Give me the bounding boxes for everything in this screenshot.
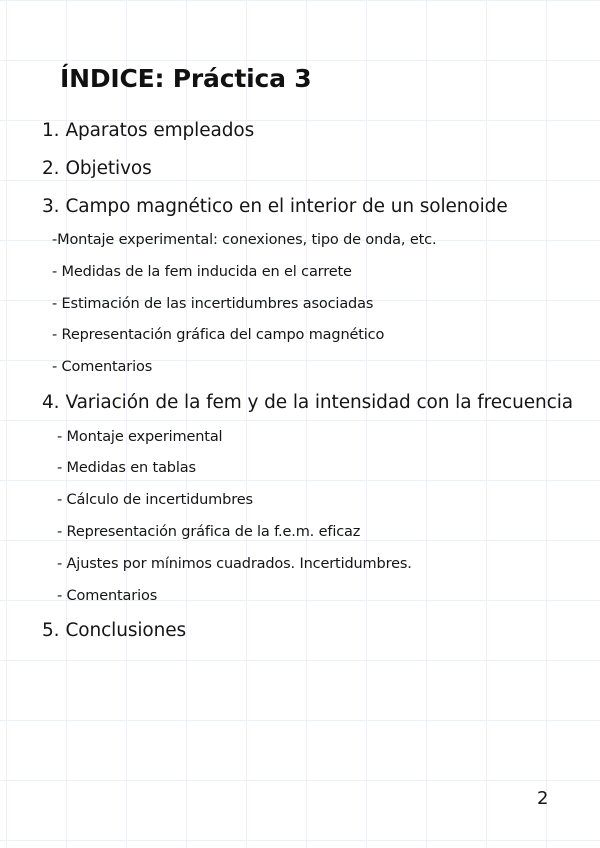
toc-subitem: - Cálculo de incertidumbres	[57, 492, 253, 508]
toc-section-4-label: Variación de la fem y de la intensidad con la frecuencia	[65, 392, 573, 413]
toc-section-2	[42, 158, 152, 179]
toc-subitem: - Estimación de las incertidumbres asociadas	[52, 296, 374, 312]
toc-subitem: - Montaje experimental	[57, 429, 223, 445]
toc-section-5	[42, 620, 186, 641]
toc-section-3	[42, 196, 508, 217]
toc-section-2-label: Objetivos	[65, 158, 152, 179]
page-title: ÍNDICE: Práctica 3	[60, 64, 312, 93]
toc-section-1-label: Aparatos empleados	[65, 120, 255, 141]
toc-section-3-number: 3.	[42, 196, 60, 217]
toc-subitem: -Montaje experimental: conexiones, tipo de onda, etc.	[52, 232, 437, 248]
page-number: 2	[537, 788, 549, 809]
toc-section-2-number: 2.	[42, 158, 60, 179]
toc-subitem: - Comentarios	[52, 359, 153, 375]
toc-subitem: - Representación gráfica del campo magnético	[52, 327, 385, 343]
toc-section-4	[42, 392, 573, 413]
toc-section-4-number: 4.	[42, 392, 60, 413]
toc-section-5-label: Conclusiones	[65, 620, 187, 641]
toc-subitem: - Comentarios	[57, 588, 158, 604]
toc-subitem: - Representación gráfica de la f.e.m. eficaz	[57, 524, 361, 540]
toc-section-1-number: 1.	[42, 120, 60, 141]
toc-subitem: - Medidas en tablas	[57, 460, 196, 476]
toc-section-1	[42, 120, 254, 141]
toc-subitem: - Ajustes por mínimos cuadrados. Incertidumbres.	[57, 556, 412, 572]
toc-subitem: - Medidas de la fem inducida en el carrete	[52, 264, 352, 280]
toc-section-3-label: Campo magnético en el interior de un solenoide	[65, 196, 508, 217]
toc-section-5-number: 5.	[42, 620, 60, 641]
